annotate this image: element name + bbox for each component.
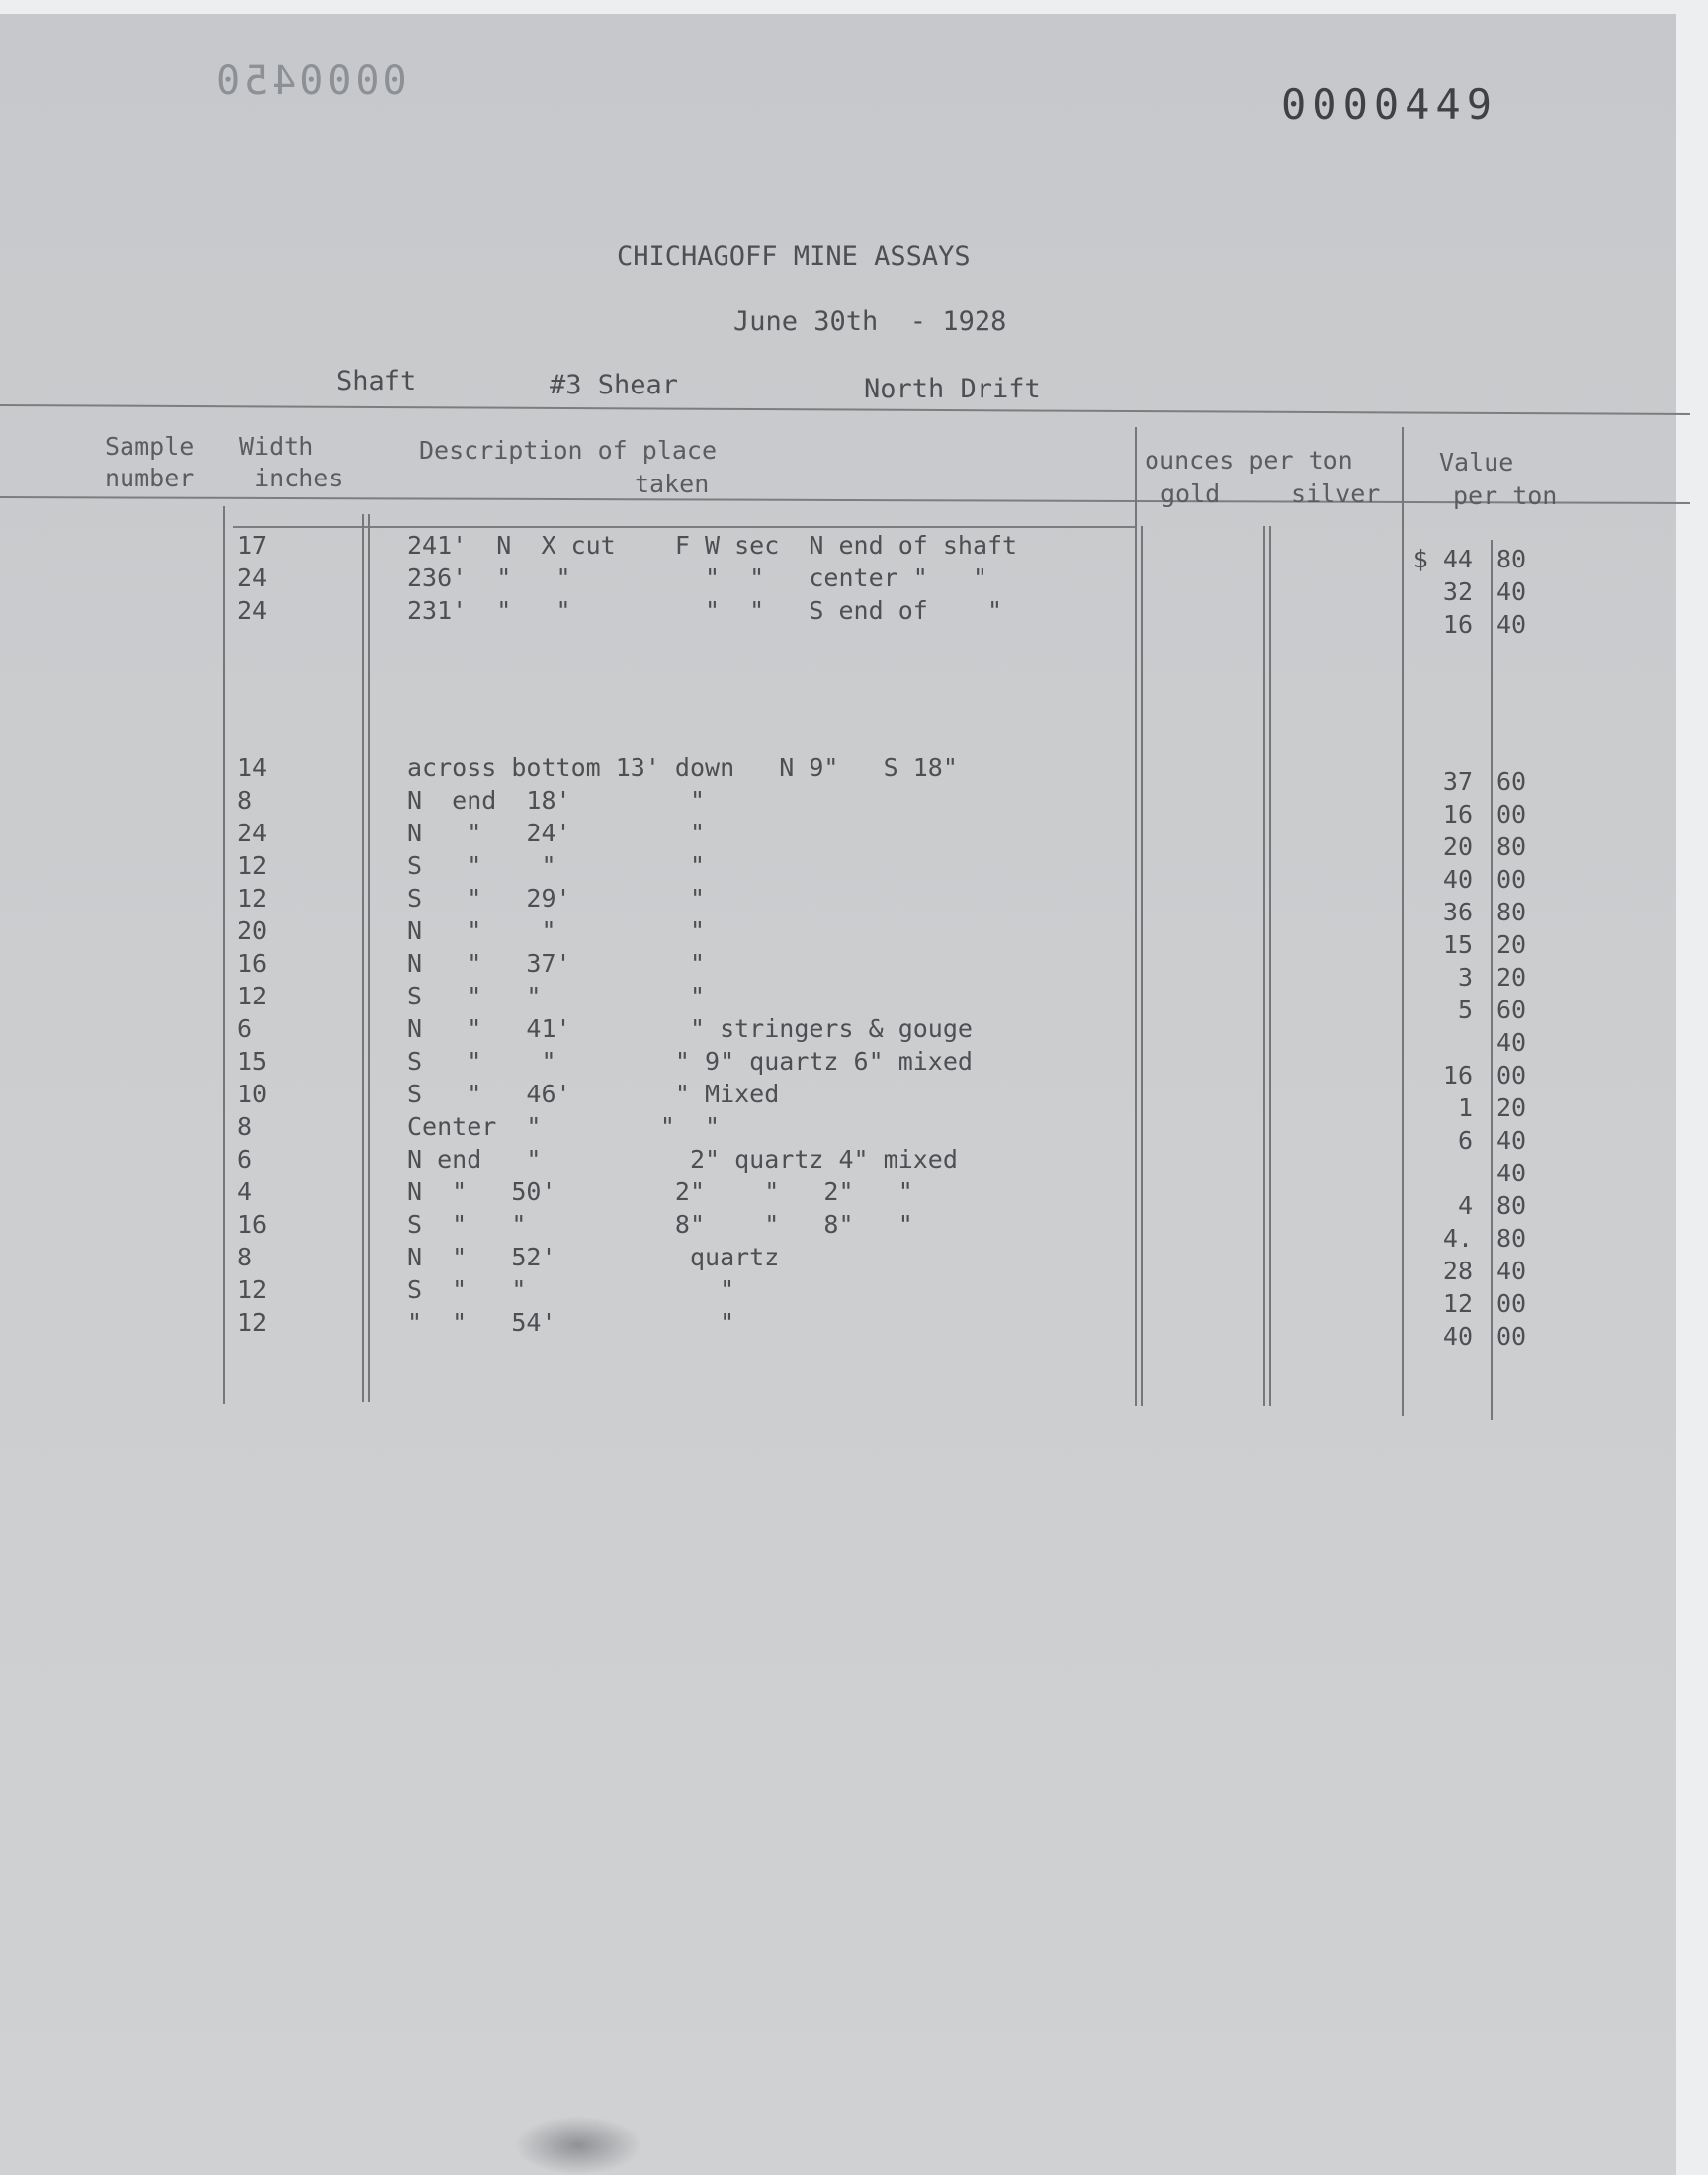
header-ounces-per-ton: ounces per ton: [1145, 446, 1353, 475]
description-cell: across bottom 13' down N 9" S 18": [407, 753, 958, 782]
description-cell: N " 24' ": [407, 819, 706, 847]
header-width-inches: Width inches: [239, 432, 344, 492]
location-shaft: Shaft: [336, 366, 417, 396]
value-cell: [1384, 609, 1581, 642]
value-cents: 00: [1496, 1322, 1527, 1350]
value-cents: 40: [1496, 577, 1527, 606]
description-cell: 241' N X cut F W sec N end of shaft: [407, 531, 1018, 560]
value-dollars: 15: [1442, 930, 1473, 959]
width-cell: 24: [237, 596, 268, 625]
value-cents: 80: [1496, 898, 1527, 926]
description-cell: S " " ": [407, 982, 706, 1010]
document-title: CHICHAGOFF MINE ASSAYS: [617, 241, 971, 272]
value-cents: 00: [1496, 865, 1527, 894]
value-dollars: 20: [1442, 832, 1473, 861]
value-cents: 60: [1496, 996, 1527, 1024]
value-cell: [1384, 1256, 1581, 1288]
page-top-edge: [0, 0, 1708, 14]
value-column: [1384, 544, 1581, 1353]
gold-column-rule-a: [1263, 526, 1265, 1406]
value-cell: [1384, 1125, 1581, 1158]
value-cell: [1384, 1288, 1581, 1321]
width-cell: 12: [237, 1275, 268, 1304]
value-cents: 20: [1496, 930, 1527, 959]
width-cell: 24: [237, 564, 268, 592]
width-cell: 8: [237, 1112, 253, 1141]
value-dollars: 4: [1457, 1191, 1473, 1220]
width-cell: 16: [237, 949, 268, 978]
description-cell: S " 29' ": [407, 884, 706, 913]
value-dollars: 1: [1457, 1093, 1473, 1122]
header-value-line2: per ton: [1453, 481, 1558, 510]
description-cell: Center " " ": [407, 1112, 721, 1141]
smudge-mark: [514, 2116, 642, 2175]
description-cell: N " " ": [407, 916, 706, 945]
header-value-line1: Value: [1439, 448, 1514, 477]
value-cell: [1384, 1027, 1581, 1060]
value-cell: [1384, 544, 1581, 576]
description-cell: N " 50' 2" " 2" ": [407, 1177, 913, 1206]
width-cell: 14: [237, 753, 268, 782]
document-date: June 30th - 1928: [733, 306, 1007, 337]
description-cell: N " 41' " stringers & gouge: [407, 1014, 973, 1043]
value-cents: 80: [1496, 545, 1527, 573]
value-dollars: 5: [1457, 996, 1473, 1024]
gold-column-rule-b: [1269, 526, 1271, 1406]
value-cents: 40: [1496, 1028, 1527, 1057]
description-cell: S " " ": [407, 851, 706, 880]
value-cell: [1384, 962, 1581, 995]
width-cell: 16: [237, 1210, 268, 1239]
width-cell: 12: [237, 1308, 268, 1337]
value-cell: [1384, 766, 1581, 799]
value-dollars: 6: [1457, 1126, 1473, 1155]
value-dollars: 40: [1442, 865, 1473, 894]
value-cell: [1384, 864, 1581, 897]
value-dollars: 36: [1442, 898, 1473, 926]
value-cents: 00: [1496, 1289, 1527, 1318]
table-top-rule: [0, 404, 1690, 415]
width-cell: 10: [237, 1080, 268, 1108]
width-column-rule-a: [362, 514, 364, 1402]
description-cell: 236' " " " " center " ": [407, 564, 987, 592]
width-cell: 12: [237, 884, 268, 913]
width-cell: 20: [237, 916, 268, 945]
value-cell: [1384, 1321, 1581, 1353]
value-cell: [1384, 1158, 1581, 1190]
value-cents: 80: [1496, 832, 1527, 861]
width-column: [237, 530, 316, 1340]
value-cents: 00: [1496, 1061, 1527, 1089]
value-cents: 40: [1496, 1257, 1527, 1285]
value-cell: [1384, 1092, 1581, 1125]
header-sample-number: Sample number: [105, 432, 195, 492]
description-cell: N " 52' quartz: [407, 1243, 780, 1271]
value-cents: 80: [1496, 1191, 1527, 1220]
value-dollars: 4.: [1442, 1224, 1473, 1253]
description-cell: N end 18' ": [407, 786, 706, 815]
location-drift: North Drift: [864, 374, 1041, 404]
value-cents: 80: [1496, 1224, 1527, 1253]
value-cents: 40: [1496, 1159, 1527, 1187]
description-column-rule-a: [1135, 427, 1137, 1406]
value-cell: [1384, 897, 1581, 929]
value-cents: 60: [1496, 767, 1527, 796]
width-cell: 6: [237, 1014, 253, 1043]
value-cents: 40: [1496, 1126, 1527, 1155]
value-dollars: 3: [1457, 963, 1473, 992]
width-cell: 17: [237, 531, 268, 560]
value-dollars: 28: [1442, 1257, 1473, 1285]
width-cell: 4: [237, 1177, 253, 1206]
description-cell: S " " ": [407, 1275, 735, 1304]
width-cell: 15: [237, 1047, 268, 1076]
description-cell: S " 46' " Mixed: [407, 1080, 780, 1108]
description-cell: S " " " 9" quartz 6" mixed: [407, 1047, 973, 1076]
description-cell: N end " 2" quartz 4" mixed: [407, 1145, 958, 1174]
value-cell: [1384, 1060, 1581, 1092]
width-cell: 8: [237, 1243, 253, 1271]
header-description-line1: Description of place: [419, 436, 718, 465]
value-dollars: 16: [1442, 610, 1473, 639]
bleed-through-number: 0000450: [213, 58, 407, 104]
width-cell: 12: [237, 851, 268, 880]
width-cell: 12: [237, 982, 268, 1010]
value-cell: [1384, 799, 1581, 831]
width-cell: 6: [237, 1145, 253, 1174]
page-right-edge: [1676, 0, 1708, 2175]
description-cell: S " " 8" " 8" ": [407, 1210, 913, 1239]
value-cell: [1384, 576, 1581, 609]
width-column-rule-b: [368, 514, 370, 1402]
value-dollars: $ 44: [1412, 545, 1473, 573]
header-bottom-rule: [0, 496, 1690, 504]
value-cell: [1384, 1223, 1581, 1256]
value-cents: 20: [1496, 1093, 1527, 1122]
description-column-rule-b: [1141, 526, 1143, 1406]
value-cell: [1384, 929, 1581, 962]
width-cell: 8: [237, 786, 253, 815]
value-cell: [1384, 1190, 1581, 1223]
value-cell: [1384, 995, 1581, 1027]
value-cell: [1384, 831, 1581, 864]
header-description-line2: taken: [635, 470, 710, 498]
description-cell: " " 54' ": [407, 1308, 735, 1337]
value-dollars: 12: [1442, 1289, 1473, 1318]
value-cents: 00: [1496, 800, 1527, 828]
value-cents: 40: [1496, 610, 1527, 639]
description-cell: N " 37' ": [407, 949, 706, 978]
location-shear: #3 Shear: [550, 370, 679, 400]
value-dollars: 40: [1442, 1322, 1473, 1350]
header-gold: gold: [1160, 479, 1221, 508]
value-dollars: 16: [1442, 1061, 1473, 1089]
width-cell: 24: [237, 819, 268, 847]
description-cell: 231' " " " " S end of ": [407, 596, 1003, 625]
page-stamp-number: 0000449: [1281, 80, 1498, 129]
sample-column-rule: [223, 506, 225, 1404]
description-column: [407, 530, 1119, 1340]
header-silver: silver: [1291, 479, 1381, 508]
value-cents: 20: [1496, 963, 1527, 992]
value-dollars: 37: [1442, 767, 1473, 796]
value-dollars: 16: [1442, 800, 1473, 828]
value-dollars: 32: [1442, 577, 1473, 606]
